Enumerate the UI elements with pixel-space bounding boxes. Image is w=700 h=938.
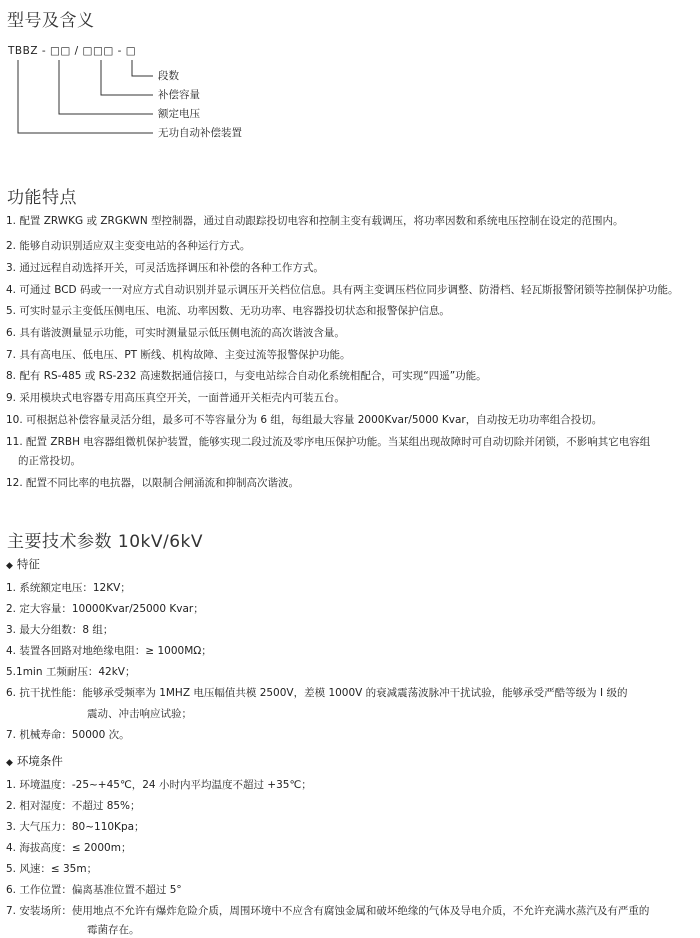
feature-item: 10. 可根据总补偿容量灵活分组，最多可不等容量分为 6 组，每组最大容量 2000Kvar/5000 Kvar，自动按无功功率组合投切。: [6, 414, 603, 426]
model-section-title: 型号及含义: [7, 11, 95, 31]
line-device: [18, 60, 153, 133]
env-item: 5. 风速：≤ 35m；: [6, 863, 98, 875]
feature-item: 9. 采用模块式电容器专用高压真空开关，一面普通开关柜壳内可装五台。: [6, 392, 345, 404]
spec-item-continuation: 震动、冲击响应试验；: [87, 708, 192, 720]
label-rated-voltage: 额定电压: [158, 108, 200, 120]
env-item: 4. 海拔高度：≤ 2000m；: [6, 842, 132, 854]
feature-item: 12. 配置不同比率的电抗器，以限制合闸涌流和抑制高次谐波。: [6, 477, 300, 489]
spec-item: 3. 最大分组数：8 组；: [6, 624, 114, 636]
env-item: 7. 安装场所：使用地点不允许有爆炸危险介质，周围环境中不应含有腐蚀金属和破坏绝缘的气体及导电介质，不允许充满水蒸汽及有严重的: [6, 905, 650, 917]
features-section-title: 功能特点: [7, 188, 77, 208]
spec-item: 2. 定大容量：10000Kvar/25000 Kvar；: [6, 603, 204, 615]
spec-item: 7. 机械寿命：50000 次。: [6, 729, 130, 741]
feature-item: 2. 能够自动识别适应双主变变电站的各种运行方式。: [6, 240, 251, 252]
characteristics-heading: [6, 556, 40, 572]
spec-item: 1. 系统额定电压：12KV；: [6, 582, 131, 594]
feature-item: 6. 具有谐波测量显示功能，可实时测量显示低压侧电流的高次谐波含量。: [6, 327, 345, 339]
model-diagram-lines: [0, 0, 700, 150]
diamond-bullet-icon: ◆: [6, 758, 13, 768]
feature-item: 5. 可实时显示主变低压侧电压、电流、功率因数、无功功率、电容器投切状态和报警保护信息。: [6, 305, 450, 317]
feature-item: 4. 可通过 BCD 码或一一对应方式自动识别并显示调压开关档位信息。具有两主变调压档位同步调整、防滑档、轻瓦斯报警闭锁等控制保护功能。: [6, 284, 679, 296]
label-segments: 段数: [158, 70, 179, 82]
diamond-bullet-icon: ◆: [6, 561, 13, 571]
env-item: 6. 工作位置：偏离基准位置不超过 5°: [6, 884, 182, 896]
spec-item: 4. 装置各回路对地绝缘电阻：≥ 1000MΩ；: [6, 645, 212, 657]
label-device: 无功自动补偿装置: [158, 127, 242, 139]
environment-title: 环境条件: [16, 754, 63, 768]
feature-item: 7. 具有高电压、低电压、PT 断线、机构故障、主变过流等报警保护功能。: [6, 349, 351, 361]
line-voltage: [59, 60, 153, 114]
env-item: 1. 环境温度：-25~+45℃，24 小时内平均温度不超过 +35℃；: [6, 779, 312, 791]
feature-item: 3. 通过远程自动选择开关，可灵活选择调压和补偿的各种工作方式。: [6, 262, 324, 274]
model-code: TBBZ - □□ / □□□ - □: [8, 45, 137, 57]
line-capacity: [101, 60, 153, 95]
feature-item: 1. 配置 ZRWKG 或 ZRGKWN 型控制器，通过自动跟踪投切电容和控制主变有载调压，将功率因数和系统电压控制在设定的范围内。: [6, 215, 624, 227]
spec-item: 6. 抗干扰性能：能够承受频率为 1MHZ 电压幅值共模 2500V，差模 1000V 的衰减震荡波脉冲干扰试验，能够承受严酷等级为 I 级的: [6, 687, 628, 699]
label-capacity: 补偿容量: [158, 89, 200, 101]
feature-item-continuation: 的正常投切。: [18, 455, 81, 467]
env-item: 2. 相对湿度：不超过 85%；: [6, 800, 141, 812]
env-item-continuation: 霉菌存在。: [87, 924, 140, 936]
feature-item: 8. 配有 RS-485 或 RS-232 高速数据通信接口，与变电站综合自动化系统相配合，可实现“四遥”功能。: [6, 370, 487, 382]
environment-heading: [6, 753, 63, 769]
characteristics-title: 特征: [16, 557, 40, 571]
line-segments: [132, 60, 153, 76]
specs-section-title: 主要技术参数 10kV/6kV: [7, 532, 204, 552]
feature-item: 11. 配置 ZRBH 电容器组微机保护装置，能够实现二段过流及零序电压保护功能。当某组出现故障时可自动切除并闭锁，不影响其它电容组: [6, 436, 651, 448]
env-item: 3. 大气压力：80~110Kpa；: [6, 821, 145, 833]
spec-item: 5.1min 工频耐压：42kV；: [6, 666, 136, 678]
